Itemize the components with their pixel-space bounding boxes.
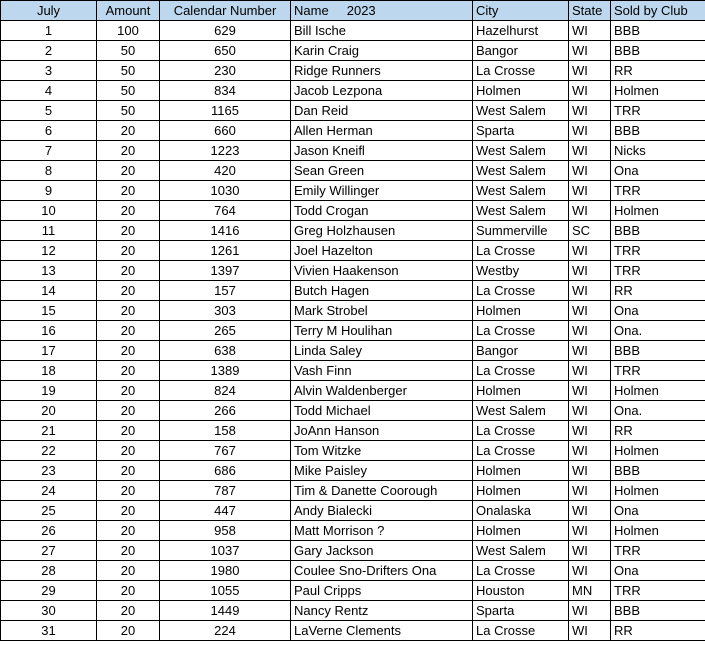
- cell-calendar-number: 420: [160, 161, 291, 181]
- cell-amount: 50: [97, 101, 160, 121]
- cell-name: Mark Strobel: [291, 301, 473, 321]
- cell-july: 31: [1, 621, 97, 641]
- table-row: [1, 421, 705, 441]
- cell-calendar-number: 224: [160, 621, 291, 641]
- cell-name: Todd Crogan: [291, 201, 473, 221]
- cell-city: Bangor: [473, 41, 569, 61]
- cell-city: La Crosse: [473, 281, 569, 301]
- cell-city: West Salem: [473, 541, 569, 561]
- cell-sold-by-club: Holmen: [611, 201, 705, 221]
- cell-calendar-number: 650: [160, 41, 291, 61]
- cell-calendar-number: 1416: [160, 221, 291, 241]
- cell-calendar-number: 1449: [160, 601, 291, 621]
- cell-calendar-number: 660: [160, 121, 291, 141]
- table-row: [1, 121, 705, 141]
- cell-name: JoAnn Hanson: [291, 421, 473, 441]
- cell-calendar-number: 834: [160, 81, 291, 101]
- cell-amount: 20: [97, 341, 160, 361]
- cell-calendar-number: 824: [160, 381, 291, 401]
- table-row: [1, 501, 705, 521]
- cell-city: Summerville: [473, 221, 569, 241]
- cell-state: WI: [569, 121, 611, 141]
- cell-name: Sean Green: [291, 161, 473, 181]
- cell-state: WI: [569, 601, 611, 621]
- cell-calendar-number: 787: [160, 481, 291, 501]
- cell-july: 24: [1, 481, 97, 501]
- column-header-july: July: [1, 1, 97, 21]
- cell-city: La Crosse: [473, 561, 569, 581]
- cell-amount: 20: [97, 481, 160, 501]
- cell-calendar-number: 1030: [160, 181, 291, 201]
- cell-name: Emily Willinger: [291, 181, 473, 201]
- cell-state: WI: [569, 421, 611, 441]
- cell-july: 20: [1, 401, 97, 421]
- cell-amount: 20: [97, 181, 160, 201]
- table-row: [1, 461, 705, 481]
- cell-city: Sparta: [473, 121, 569, 141]
- cell-calendar-number: 1165: [160, 101, 291, 121]
- cell-city: Holmen: [473, 301, 569, 321]
- cell-name: Tim & Danette Coorough: [291, 481, 473, 501]
- cell-sold-by-club: RR: [611, 621, 705, 641]
- cell-city: West Salem: [473, 201, 569, 221]
- table-row: [1, 21, 705, 41]
- table-row: [1, 561, 705, 581]
- cell-july: 15: [1, 301, 97, 321]
- cell-sold-by-club: Holmen: [611, 481, 705, 501]
- cell-state: WI: [569, 181, 611, 201]
- cell-july: 4: [1, 81, 97, 101]
- cell-sold-by-club: BBB: [611, 121, 705, 141]
- cell-city: West Salem: [473, 401, 569, 421]
- cell-state: WI: [569, 201, 611, 221]
- cell-name: Vash Finn: [291, 361, 473, 381]
- cell-name: Coulee Sno-Drifters Ona: [291, 561, 473, 581]
- column-header-calendar-number: Calendar Number: [160, 1, 291, 21]
- cell-state: WI: [569, 261, 611, 281]
- cell-amount: 20: [97, 321, 160, 341]
- cell-july: 18: [1, 361, 97, 381]
- cell-state: WI: [569, 21, 611, 41]
- column-header-city: City: [473, 1, 569, 21]
- cell-city: Houston: [473, 581, 569, 601]
- cell-name: Nancy Rentz: [291, 601, 473, 621]
- cell-state: WI: [569, 241, 611, 261]
- cell-state: WI: [569, 41, 611, 61]
- cell-state: WI: [569, 501, 611, 521]
- cell-calendar-number: 265: [160, 321, 291, 341]
- cell-name: Terry M Houlihan: [291, 321, 473, 341]
- cell-state: WI: [569, 341, 611, 361]
- cell-name: Butch Hagen: [291, 281, 473, 301]
- cell-sold-by-club: BBB: [611, 601, 705, 621]
- cell-city: Onalaska: [473, 501, 569, 521]
- table-row: [1, 401, 705, 421]
- cell-july: 5: [1, 101, 97, 121]
- cell-july: 28: [1, 561, 97, 581]
- column-header-name: Name 2023: [291, 1, 473, 21]
- cell-city: Bangor: [473, 341, 569, 361]
- table-row: [1, 241, 705, 261]
- header-row: [1, 1, 705, 21]
- cell-amount: 20: [97, 421, 160, 441]
- cell-sold-by-club: Holmen: [611, 381, 705, 401]
- cell-calendar-number: 629: [160, 21, 291, 41]
- table-row: [1, 301, 705, 321]
- cell-july: 26: [1, 521, 97, 541]
- cell-state: WI: [569, 621, 611, 641]
- cell-sold-by-club: TRR: [611, 101, 705, 121]
- cell-name: Greg Holzhausen: [291, 221, 473, 241]
- cell-sold-by-club: Ona: [611, 161, 705, 181]
- cell-sold-by-club: Ona: [611, 561, 705, 581]
- cell-name: Allen Herman: [291, 121, 473, 141]
- cell-name: Alvin Waldenberger: [291, 381, 473, 401]
- cell-sold-by-club: Ona: [611, 301, 705, 321]
- cell-july: 1: [1, 21, 97, 41]
- cell-july: 14: [1, 281, 97, 301]
- cell-sold-by-club: Ona.: [611, 321, 705, 341]
- cell-july: 8: [1, 161, 97, 181]
- cell-state: MN: [569, 581, 611, 601]
- cell-amount: 20: [97, 141, 160, 161]
- cell-calendar-number: 638: [160, 341, 291, 361]
- cell-city: Sparta: [473, 601, 569, 621]
- cell-july: 13: [1, 261, 97, 281]
- table-row: [1, 141, 705, 161]
- cell-city: La Crosse: [473, 61, 569, 81]
- column-header-amount: Amount: [97, 1, 160, 21]
- cell-calendar-number: 1037: [160, 541, 291, 561]
- cell-state: WI: [569, 521, 611, 541]
- cell-july: 16: [1, 321, 97, 341]
- cell-amount: 20: [97, 541, 160, 561]
- cell-amount: 100: [97, 21, 160, 41]
- cell-sold-by-club: Ona: [611, 501, 705, 521]
- column-header-state: State: [569, 1, 611, 21]
- cell-state: WI: [569, 281, 611, 301]
- cell-sold-by-club: RR: [611, 281, 705, 301]
- cell-name: Jacob Lezpona: [291, 81, 473, 101]
- cell-state: WI: [569, 541, 611, 561]
- cell-july: 7: [1, 141, 97, 161]
- cell-city: La Crosse: [473, 241, 569, 261]
- cell-amount: 50: [97, 81, 160, 101]
- cell-calendar-number: 686: [160, 461, 291, 481]
- cell-amount: 20: [97, 521, 160, 541]
- cell-july: 21: [1, 421, 97, 441]
- table-row: [1, 481, 705, 501]
- cell-july: 17: [1, 341, 97, 361]
- cell-calendar-number: 266: [160, 401, 291, 421]
- table-row: [1, 541, 705, 561]
- cell-name: Joel Hazelton: [291, 241, 473, 261]
- cell-sold-by-club: BBB: [611, 41, 705, 61]
- table-row: [1, 581, 705, 601]
- cell-city: Holmen: [473, 461, 569, 481]
- cell-sold-by-club: BBB: [611, 461, 705, 481]
- cell-amount: 20: [97, 621, 160, 641]
- cell-amount: 20: [97, 561, 160, 581]
- cell-july: 25: [1, 501, 97, 521]
- cell-state: WI: [569, 401, 611, 421]
- cell-amount: 20: [97, 241, 160, 261]
- cell-city: La Crosse: [473, 321, 569, 341]
- cell-amount: 20: [97, 581, 160, 601]
- table-row: [1, 601, 705, 621]
- cell-city: Holmen: [473, 481, 569, 501]
- table-row: [1, 341, 705, 361]
- cell-city: La Crosse: [473, 421, 569, 441]
- cell-state: WI: [569, 141, 611, 161]
- cell-name: Bill Ische: [291, 21, 473, 41]
- cell-july: 10: [1, 201, 97, 221]
- cell-july: 3: [1, 61, 97, 81]
- table-row: [1, 81, 705, 101]
- cell-sold-by-club: RR: [611, 61, 705, 81]
- cell-city: La Crosse: [473, 361, 569, 381]
- cell-name: Vivien Haakenson: [291, 261, 473, 281]
- cell-state: WI: [569, 381, 611, 401]
- cell-amount: 20: [97, 361, 160, 381]
- table-row: [1, 101, 705, 121]
- cell-amount: 20: [97, 121, 160, 141]
- cell-state: WI: [569, 301, 611, 321]
- cell-july: 6: [1, 121, 97, 141]
- cell-name: Matt Morrison ?: [291, 521, 473, 541]
- cell-city: La Crosse: [473, 621, 569, 641]
- cell-sold-by-club: Nicks: [611, 141, 705, 161]
- cell-calendar-number: 1397: [160, 261, 291, 281]
- table-row: [1, 221, 705, 241]
- cell-amount: 20: [97, 461, 160, 481]
- cell-name: Karin Craig: [291, 41, 473, 61]
- cell-july: 2: [1, 41, 97, 61]
- cell-sold-by-club: TRR: [611, 361, 705, 381]
- cell-amount: 20: [97, 301, 160, 321]
- cell-name: Gary Jackson: [291, 541, 473, 561]
- cell-name: Andy Bialecki: [291, 501, 473, 521]
- cell-state: WI: [569, 321, 611, 341]
- cell-calendar-number: 1389: [160, 361, 291, 381]
- cell-name: Linda Saley: [291, 341, 473, 361]
- cell-city: La Crosse: [473, 441, 569, 461]
- table-row: [1, 521, 705, 541]
- cell-calendar-number: 447: [160, 501, 291, 521]
- cell-calendar-number: 303: [160, 301, 291, 321]
- cell-amount: 20: [97, 261, 160, 281]
- cell-calendar-number: 764: [160, 201, 291, 221]
- cell-calendar-number: 958: [160, 521, 291, 541]
- cell-sold-by-club: TRR: [611, 241, 705, 261]
- cell-name: Dan Reid: [291, 101, 473, 121]
- cell-state: WI: [569, 441, 611, 461]
- cell-state: WI: [569, 481, 611, 501]
- cell-city: Westby: [473, 261, 569, 281]
- cell-amount: 20: [97, 281, 160, 301]
- cell-city: Holmen: [473, 81, 569, 101]
- cell-amount: 20: [97, 201, 160, 221]
- cell-amount: 20: [97, 501, 160, 521]
- cell-state: WI: [569, 161, 611, 181]
- table-row: [1, 361, 705, 381]
- cell-amount: 20: [97, 381, 160, 401]
- cell-sold-by-club: Ona.: [611, 401, 705, 421]
- table-row: [1, 441, 705, 461]
- cell-sold-by-club: BBB: [611, 21, 705, 41]
- cell-calendar-number: 1055: [160, 581, 291, 601]
- table-row: [1, 621, 705, 641]
- cell-name: Mike Paisley: [291, 461, 473, 481]
- cell-sold-by-club: BBB: [611, 221, 705, 241]
- cell-state: WI: [569, 561, 611, 581]
- cell-city: Holmen: [473, 521, 569, 541]
- cell-july: 29: [1, 581, 97, 601]
- cell-amount: 20: [97, 161, 160, 181]
- cell-state: WI: [569, 101, 611, 121]
- cell-calendar-number: 767: [160, 441, 291, 461]
- cell-amount: 20: [97, 441, 160, 461]
- cell-name: Ridge Runners: [291, 61, 473, 81]
- cell-amount: 20: [97, 221, 160, 241]
- table-row: [1, 201, 705, 221]
- cell-july: 9: [1, 181, 97, 201]
- cell-state: SC: [569, 221, 611, 241]
- cell-sold-by-club: BBB: [611, 341, 705, 361]
- cell-amount: 50: [97, 61, 160, 81]
- cell-amount: 50: [97, 41, 160, 61]
- cell-city: West Salem: [473, 181, 569, 201]
- cell-calendar-number: 1980: [160, 561, 291, 581]
- table-row: [1, 281, 705, 301]
- cell-sold-by-club: Holmen: [611, 441, 705, 461]
- table-row: [1, 161, 705, 181]
- cell-sold-by-club: RR: [611, 421, 705, 441]
- cell-city: West Salem: [473, 141, 569, 161]
- cell-state: WI: [569, 61, 611, 81]
- cell-calendar-number: 158: [160, 421, 291, 441]
- cell-sold-by-club: TRR: [611, 581, 705, 601]
- cell-name: Jason Kneifl: [291, 141, 473, 161]
- cell-city: West Salem: [473, 161, 569, 181]
- cell-sold-by-club: TRR: [611, 541, 705, 561]
- column-header-sold-by-club: Sold by Club: [611, 1, 705, 21]
- cell-july: 22: [1, 441, 97, 461]
- table-row: [1, 181, 705, 201]
- cell-july: 30: [1, 601, 97, 621]
- cell-sold-by-club: Holmen: [611, 521, 705, 541]
- cell-july: 12: [1, 241, 97, 261]
- cell-city: Hazelhurst: [473, 21, 569, 41]
- cell-july: 23: [1, 461, 97, 481]
- table-row: [1, 61, 705, 81]
- cell-name: Tom Witzke: [291, 441, 473, 461]
- cell-amount: 20: [97, 601, 160, 621]
- cell-name: LaVerne Clements: [291, 621, 473, 641]
- cell-state: WI: [569, 461, 611, 481]
- cell-name: Todd Michael: [291, 401, 473, 421]
- cell-city: West Salem: [473, 101, 569, 121]
- table-row: [1, 261, 705, 281]
- cell-july: 11: [1, 221, 97, 241]
- cell-name: Paul Cripps: [291, 581, 473, 601]
- table-row: [1, 381, 705, 401]
- cell-state: WI: [569, 81, 611, 101]
- table-row: [1, 321, 705, 341]
- cell-sold-by-club: TRR: [611, 261, 705, 281]
- cell-calendar-number: 1223: [160, 141, 291, 161]
- cell-sold-by-club: Holmen: [611, 81, 705, 101]
- cell-sold-by-club: TRR: [611, 181, 705, 201]
- cell-july: 27: [1, 541, 97, 561]
- cell-july: 19: [1, 381, 97, 401]
- cell-calendar-number: 157: [160, 281, 291, 301]
- table-row: [1, 41, 705, 61]
- cell-calendar-number: 230: [160, 61, 291, 81]
- cell-city: Holmen: [473, 381, 569, 401]
- cell-state: WI: [569, 361, 611, 381]
- cell-calendar-number: 1261: [160, 241, 291, 261]
- cell-amount: 20: [97, 401, 160, 421]
